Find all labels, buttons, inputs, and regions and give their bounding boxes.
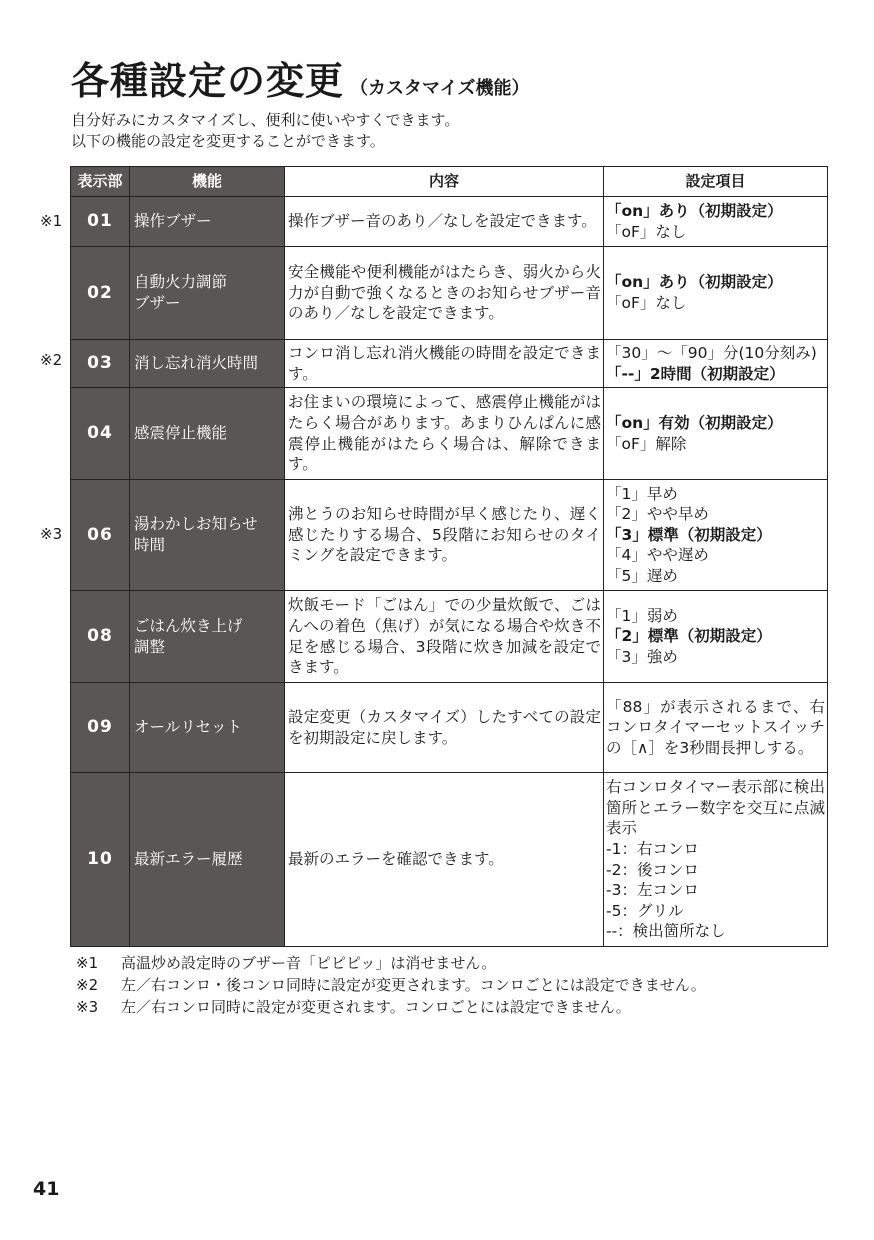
header-function: 機能 xyxy=(130,167,285,197)
row-code: 10 xyxy=(71,773,130,947)
settings-table xyxy=(70,166,828,947)
option-item: -3：左コンロ xyxy=(606,881,699,900)
row-code: 03 xyxy=(71,340,130,388)
row-description: コンロ消し忘れ消火機能の時間を設定できます。 xyxy=(285,340,604,388)
row-function: 感震停止機能 xyxy=(130,388,285,480)
option-item: -2：後コンロ xyxy=(606,860,699,879)
table-row xyxy=(71,773,828,947)
row-function xyxy=(130,247,285,340)
table-row xyxy=(71,683,828,773)
row-footnote-mark: ※3 xyxy=(40,525,63,543)
table-row xyxy=(71,480,828,591)
option-item: 「5」遅め xyxy=(606,566,678,585)
header-display: 表示部 xyxy=(71,167,130,197)
footnote xyxy=(76,952,706,974)
table-row xyxy=(71,197,828,247)
footnote-mark: ※2 xyxy=(76,976,99,994)
option-item: 「--」2時間（初期設定） xyxy=(606,364,785,383)
row-options xyxy=(604,197,828,247)
row-function xyxy=(130,591,285,683)
title-main: 各種設定の変更 xyxy=(71,59,345,103)
header-content: 内容 xyxy=(285,167,604,197)
option-item: -5：グリル xyxy=(606,901,684,920)
row-options xyxy=(604,247,828,340)
option-item: 「3」標準（初期設定） xyxy=(606,525,772,544)
row-description: 沸とうのお知らせ時間が早く感じたり、遅く感じたりする場合、5段階にお知らせのタイミングを設定できます。 xyxy=(285,480,604,591)
title-subtitle: （カスタマイズ機能） xyxy=(350,78,530,99)
page-title xyxy=(71,52,529,104)
option-item: 「1」早め xyxy=(606,484,678,503)
row-function: 消し忘れ消火時間 xyxy=(130,340,285,388)
row-description: 炊飯モード「ごはん」での少量炊飯で、ごはんへの着色（焦げ）が気になる場合や炊き不足を感じる場合、3段階に炊き加減を設定できます。 xyxy=(285,591,604,683)
option-item: 「on」有効（初期設定） xyxy=(606,413,783,432)
row-footnote-mark: ※2 xyxy=(40,351,63,369)
row-description: 安全機能や便利機能がはたらき、弱火から火力が自動で強くなるときのお知らせブザー音のあり／なしを設定できます。 xyxy=(285,247,604,340)
row-options xyxy=(604,591,828,683)
row-options xyxy=(604,683,828,773)
row-options xyxy=(604,388,828,480)
row-function-line: 調整 xyxy=(134,637,166,656)
row-options xyxy=(604,773,828,947)
option-item: 「4」やや遅め xyxy=(606,546,709,565)
row-code: 02 xyxy=(71,247,130,340)
footnotes xyxy=(76,952,706,1018)
footnote xyxy=(76,996,706,1018)
row-description: 最新のエラーを確認できます。 xyxy=(285,773,604,947)
option-item: 「88」が表示されるまで、右コンロタイマーセットスイッチの［∧］を3秒間長押しする。 xyxy=(606,697,825,757)
intro-line: 自分好みにカスタマイズし、便利に使いやすくできます。 xyxy=(71,111,460,129)
row-function-line: 自動火力調節 xyxy=(134,273,228,292)
footnote-mark: ※1 xyxy=(76,954,99,972)
row-function: オールリセット xyxy=(130,683,285,773)
row-function-line: ごはん炊き上げ xyxy=(134,616,243,635)
option-item: 「oF」解除 xyxy=(606,434,687,453)
option-item: 「2」標準（初期設定） xyxy=(606,627,772,646)
intro-text xyxy=(71,110,459,152)
row-function: 操作ブザー xyxy=(130,197,285,247)
footnote-text: 左／右コンロ・後コンロ同時に設定が変更されます。コンロごとには設定できません。 xyxy=(121,976,706,994)
row-code: 06 xyxy=(71,480,130,591)
row-function: 最新エラー履歴 xyxy=(130,773,285,947)
table-row xyxy=(71,388,828,480)
row-options xyxy=(604,480,828,591)
header-setting: 設定項目 xyxy=(604,167,828,197)
footnote-text: 高温炒め設定時のブザー音「ピピピッ」は消せません。 xyxy=(121,954,497,972)
page-number: 41 xyxy=(33,1178,60,1200)
option-item: 「oF」なし xyxy=(606,294,687,312)
row-function-line: 湯わかしお知らせ xyxy=(134,515,258,534)
footnote xyxy=(76,974,706,996)
table-header-row xyxy=(71,167,828,197)
footnote-mark: ※3 xyxy=(76,998,99,1016)
option-item: 「on」あり（初期設定） xyxy=(606,273,783,292)
table-row xyxy=(71,591,828,683)
option-item: 「oF」なし xyxy=(606,222,687,241)
row-description: 操作ブザー音のあり／なしを設定できます。 xyxy=(285,197,604,247)
table-row xyxy=(71,340,828,388)
intro-line: 以下の機能の設定を変更することができます。 xyxy=(71,132,385,150)
table-row xyxy=(71,247,828,340)
option-item: 「30」～「90」分(10分刻み) xyxy=(606,343,817,362)
row-footnote-mark: ※1 xyxy=(40,212,63,230)
row-function-line: 時間 xyxy=(134,536,166,554)
option-item: 「on」あり（初期設定） xyxy=(606,201,783,220)
row-function-line: ブザー xyxy=(134,294,181,312)
option-item: 「3」強め xyxy=(606,647,678,666)
row-code: 09 xyxy=(71,683,130,773)
row-options xyxy=(604,340,828,388)
row-description: 設定変更（カスタマイズ）したすべての設定を初期設定に戻します。 xyxy=(285,683,604,773)
row-code: 08 xyxy=(71,591,130,683)
row-code: 04 xyxy=(71,388,130,480)
row-description: お住まいの環境によって、感震停止機能がはたらく場合があります。あまりひんぱんに感震停止機能がはたらく場合は、解除できます。 xyxy=(285,388,604,480)
option-item: 「1」弱め xyxy=(606,606,678,625)
row-function xyxy=(130,480,285,591)
footnote-text: 左／右コンロ同時に設定が変更されます。コンロごとには設定できません。 xyxy=(121,998,631,1016)
option-item: --：検出箇所なし xyxy=(606,922,726,941)
row-code: 01 xyxy=(71,197,130,247)
option-item: 「2」やや早め xyxy=(606,505,709,524)
option-item: 右コンロタイマー表示部に検出箇所とエラー数字を交互に点滅表示 xyxy=(606,778,825,838)
option-item: -1：右コンロ xyxy=(606,839,699,858)
